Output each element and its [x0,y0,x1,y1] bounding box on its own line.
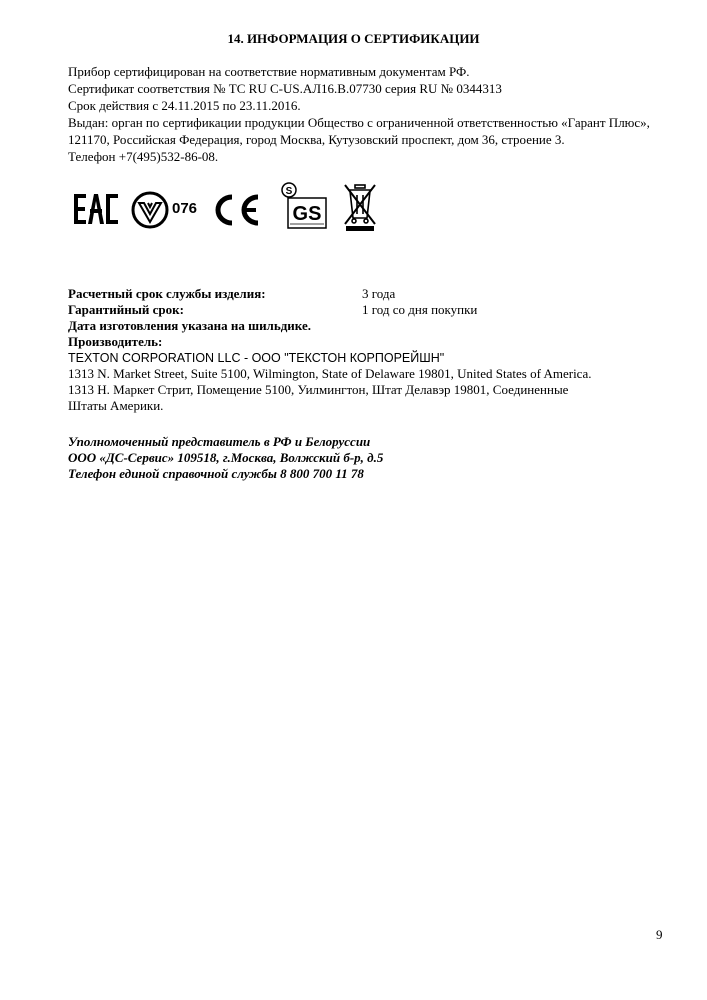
manufacturer-address-ru-1: 1313 Н. Маркет Стрит, Помещение 5100, Уилмингтон, Штат Делавэр 19801, Соединенные [68,382,569,397]
cert-line-4: Выдан: орган по сертификации продукции Общество с ограниченной ответственностью «Гарант Плюс», 121170, Российская Федерация, город Москва, Кутузовский проспект, дом 36, строение 3. [68,115,650,147]
weee-bin-icon [342,182,378,232]
representative-line-3: Телефон единой справочной службы 8 800 700 11 78 [68,466,364,481]
certification-marks [74,180,394,232]
cert-line-5: Телефон +7(495)532-86-08. [68,149,219,164]
manufacturer-address-ru-2: Штаты Америки. [68,398,164,413]
gs-mark-icon [274,180,330,232]
manufacturer-address-en: 1313 N. Market Street, Suite 5100, Wilmington, State of Delaware 19801, United States of America. [68,366,592,381]
representative-line-1: Уполномоченный представитель в РФ и Белоруссии [68,434,371,449]
section-title: 14. ИНФОРМАЦИЯ О СЕРТИФИКАЦИИ [227,31,480,46]
manufacturer-name: TEXTON CORPORATION LLC - ООО "ТЕКСТОН КОРПОРЕЙШН" [68,351,445,365]
warranty-label: Гарантийный срок: [68,302,184,317]
representative-line-2: ООО «ДС-Сервис» 109518, г.Москва, Волжский б-р, д.5 [68,450,384,465]
svg-text:S: S [285,186,293,197]
cert-line-2: Сертификат соответствия № ТС RU C-US.АЛ16.В.07730 серия RU № 0344313 [68,81,502,96]
service-life-label: Расчетный срок службы изделия: [68,286,266,301]
eac-mark-icon [74,194,118,224]
manufacture-date-note: Дата изготовления указана на шильдике. [68,318,311,333]
cert-line-1: Прибор сертифицирован на соответствие нормативным документам РФ. [68,64,470,79]
rst-mark-icon [130,190,170,230]
ce-mark-icon [208,192,264,228]
cert-line-3: Срок действия с 24.11.2015 по 23.11.2016. [68,98,301,113]
page-number: 9 [656,927,663,942]
rst-code-label: 076 [172,200,198,217]
service-life-row [68,286,688,302]
service-life-value: 3 года [362,286,396,301]
certification-block [68,63,668,165]
svg-text:GS: GS [292,203,322,225]
warranty-value: 1 год со дня покупки [362,302,478,317]
manufacturer-label: Производитель: [68,334,163,349]
warranty-row [68,302,688,318]
representative-block [68,434,668,482]
product-info-block [68,286,688,414]
